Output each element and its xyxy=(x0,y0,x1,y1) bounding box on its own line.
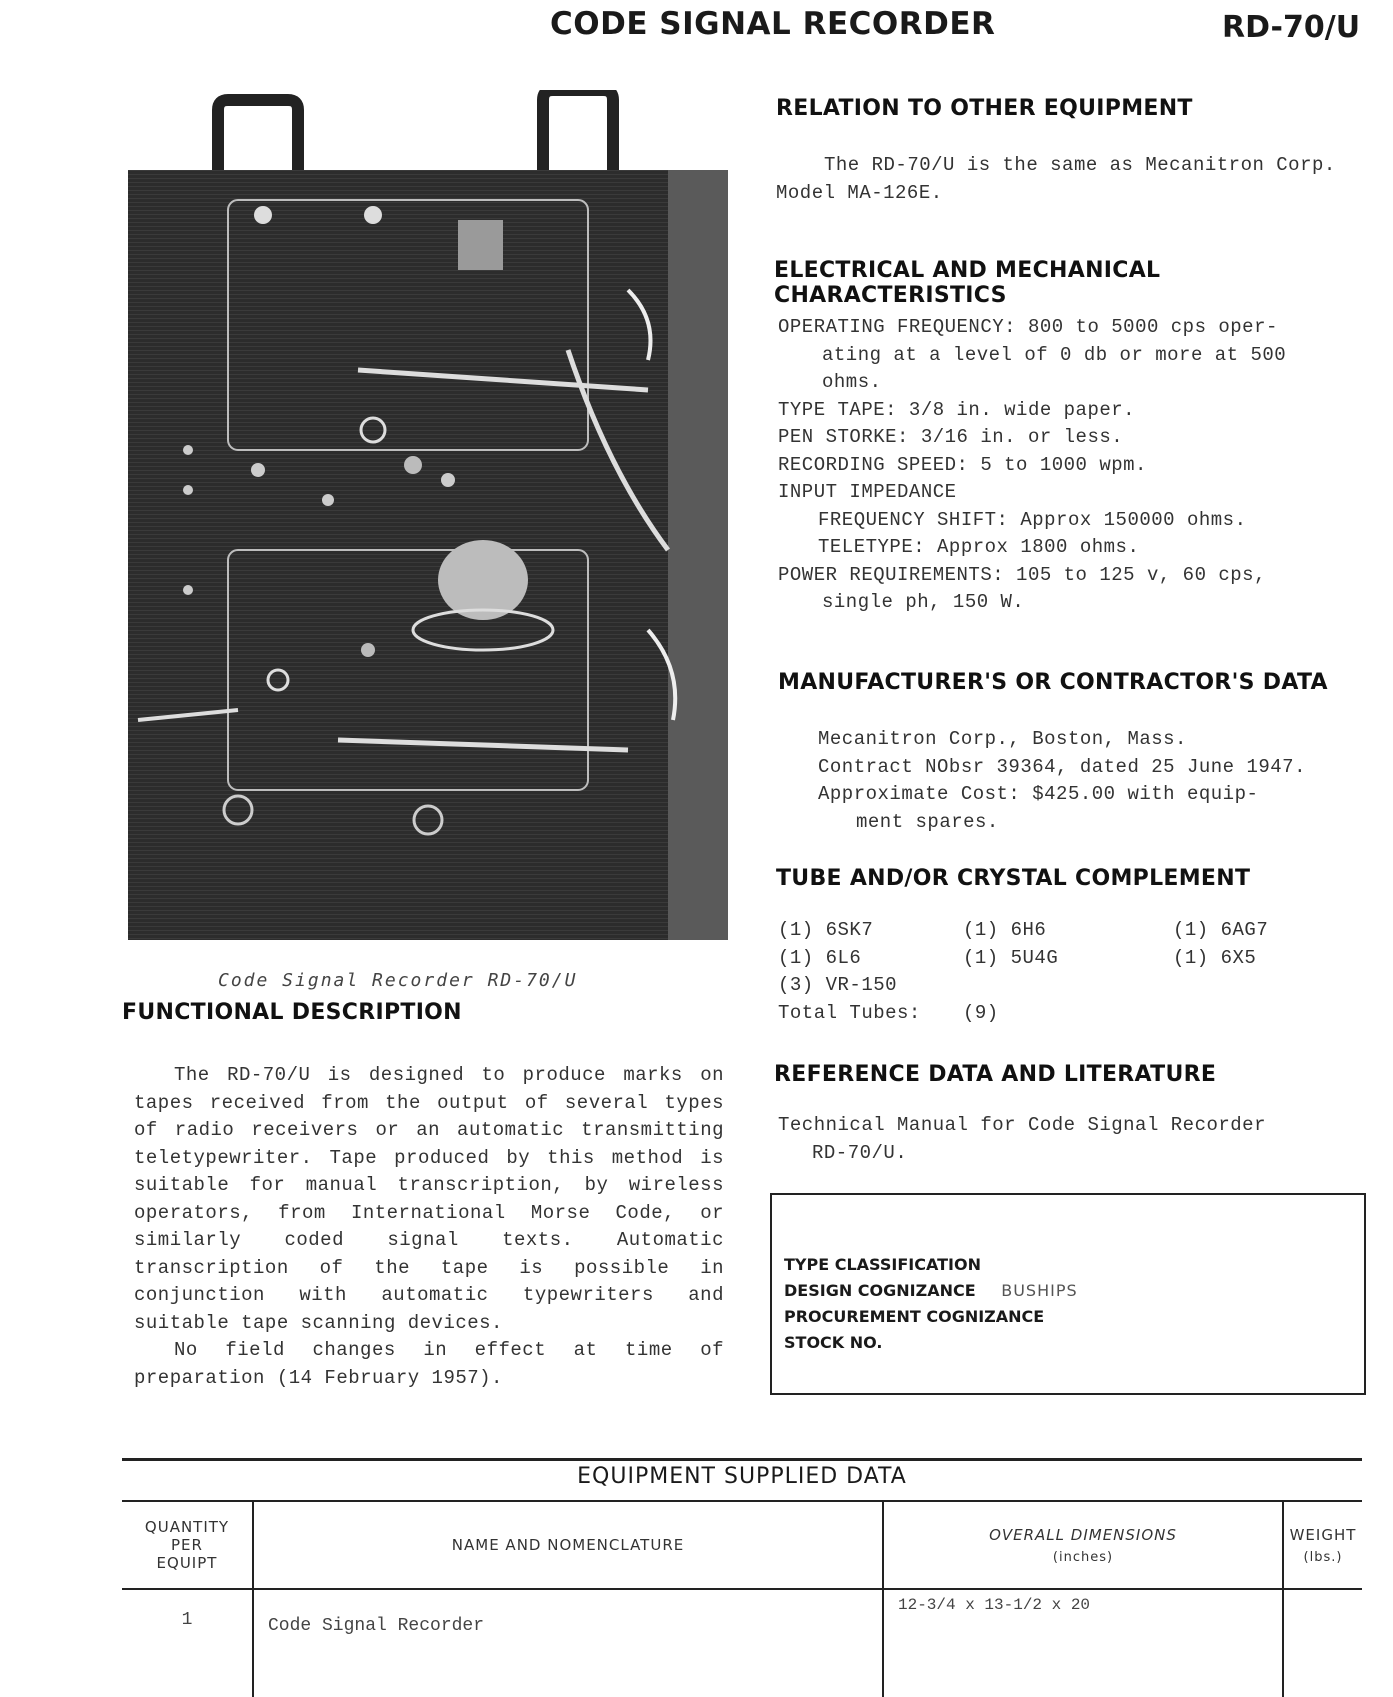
spec-recording-speed: RECORDING SPEED: 5 to 1000 wpm. xyxy=(778,453,1147,476)
relation-text xyxy=(776,152,1366,207)
equipment-photo xyxy=(128,90,728,940)
row-quantity: 1 xyxy=(122,1589,253,1697)
manufacturer-line: ment spares. xyxy=(856,810,999,833)
relation-paragraph: The RD-70/U is the same as Mecanitron Corp. Model MA-126E. xyxy=(776,154,1336,204)
equipment-header-row xyxy=(122,1501,1362,1589)
spec-pen-stroke: PEN STORKE: 3/16 in. or less. xyxy=(778,426,1124,448)
row-dimensions: 12-3/4 x 13-1/2 x 20 xyxy=(883,1589,1283,1697)
table-row xyxy=(122,1589,1362,1697)
spec-input-impedance: INPUT IMPEDANCE xyxy=(778,481,957,503)
type-classification-label: TYPE CLASSIFICATION xyxy=(784,1255,981,1274)
manufacturer-line: Approximate Cost: $425.00 with equip- xyxy=(818,783,1259,805)
spec-frequency-shift: FREQUENCY SHIFT: Approx 150000 ohms. xyxy=(818,508,1247,531)
spec-power xyxy=(778,562,1368,617)
tube-entry: (1) 6X5 xyxy=(1173,946,1257,969)
tube-row xyxy=(778,972,1368,1000)
classification-box xyxy=(770,1193,1366,1395)
design-cognizance-value: BUSHIPS xyxy=(1001,1281,1078,1300)
photo-caption: Code Signal Recorder RD-70/U xyxy=(218,970,578,991)
functional-paragraph: No field changes in effect at time of preparation (14 February 1957). xyxy=(134,1339,724,1389)
functional-description-heading: FUNCTIONAL DESCRIPTION xyxy=(122,1000,462,1025)
tube-entry: (1) 6SK7 xyxy=(778,919,874,941)
row-name: Code Signal Recorder xyxy=(253,1589,883,1697)
tube-total-row xyxy=(778,1000,1368,1028)
col-weight xyxy=(1283,1501,1362,1589)
design-cognizance-label: DESIGN COGNIZANCE xyxy=(784,1281,976,1300)
col-dimensions-unit: (inches) xyxy=(1052,1549,1114,1565)
reference-line: RD-70/U. xyxy=(812,1141,908,1164)
tube-entry xyxy=(963,972,1173,1000)
tube-total-label: Total Tubes: xyxy=(778,1001,921,1024)
col-quantity-line: QUANTITY xyxy=(144,1518,230,1536)
tube-complement-list xyxy=(778,917,1368,1027)
tube-entry xyxy=(1173,972,1333,1000)
equipment-heading: EQUIPMENT SUPPLIED DATA xyxy=(577,1464,907,1489)
tube-row xyxy=(778,917,1368,945)
spec-type-tape: TYPE TAPE: 3/8 in. wide paper. xyxy=(778,398,1136,421)
col-weight-title: WEIGHT xyxy=(1289,1525,1357,1544)
col-weight-unit: (lbs.) xyxy=(1303,1549,1343,1565)
characteristics-heading: ELECTRICAL AND MECHANICAL CHARACTERISTICS xyxy=(774,258,1161,308)
spec-continuation: ohms. xyxy=(822,371,882,393)
manufacturer-heading: MANUFACTURER'S OR CONTRACTOR'S DATA xyxy=(778,670,1328,695)
reference-heading: REFERENCE DATA AND LITERATURE xyxy=(774,1062,1217,1087)
col-dimensions xyxy=(883,1501,1283,1589)
col-name: NAME AND NOMENCLATURE xyxy=(253,1501,883,1589)
manufacturer-line: Contract NObsr 39364, dated 25 June 1947. xyxy=(818,755,1306,778)
tube-entry: (3) VR-150 xyxy=(778,974,898,996)
tube-entry: (1) 5U4G xyxy=(963,946,1059,969)
spec-power-line: single ph, 150 W. xyxy=(822,591,1025,613)
procurement-cognizance-label: PROCUREMENT COGNIZANCE xyxy=(784,1307,1045,1326)
reference-line: Technical Manual for Code Signal Recorder xyxy=(778,1114,1266,1136)
reference-text xyxy=(778,1112,1368,1167)
tube-entry: (1) 6AG7 xyxy=(1173,919,1269,941)
tube-entry: (1) 6H6 xyxy=(963,919,1047,941)
spec-value: 800 to 5000 cps oper- xyxy=(1027,316,1278,338)
spec-label: OPERATING FREQUENCY: xyxy=(778,316,1017,338)
model-number: RD-70/U xyxy=(1222,10,1361,45)
col-quantity xyxy=(122,1501,253,1589)
col-quantity-line: PER xyxy=(171,1536,203,1554)
tube-total-value: (9) xyxy=(963,1001,999,1024)
functional-description-text xyxy=(134,1062,724,1392)
stock-number-label: STOCK NO. xyxy=(784,1333,883,1352)
tube-complement-heading: TUBE AND/OR CRYSTAL COMPLEMENT xyxy=(776,866,1251,891)
row-weight xyxy=(1283,1589,1362,1697)
spec-power-line: POWER REQUIREMENTS: 105 to 125 v, 60 cps, xyxy=(778,563,1266,586)
spec-continuation: ating at a level of 0 db or more at 500 xyxy=(822,343,1287,366)
relation-heading: RELATION TO OTHER EQUIPMENT xyxy=(776,96,1193,121)
manufacturer-data xyxy=(818,726,1368,836)
design-cognizance-row xyxy=(784,1281,1078,1300)
tube-entry: (1) 6L6 xyxy=(778,946,862,969)
equipment-table xyxy=(122,1500,1362,1697)
tube-row xyxy=(778,945,1368,973)
characteristics-list xyxy=(778,314,1368,617)
equipment-top-rule xyxy=(122,1458,1362,1461)
col-dimensions-title: OVERALL DIMENSIONS xyxy=(989,1525,1177,1544)
manufacturer-line: Mecanitron Corp., Boston, Mass. xyxy=(818,728,1187,750)
page-title: CODE SIGNAL RECORDER xyxy=(550,6,996,42)
col-quantity-line: EQUIPT xyxy=(156,1554,218,1572)
spec-teletype: TELETYPE: Approx 1800 ohms. xyxy=(818,536,1140,558)
functional-paragraph: The RD-70/U is designed to produce marks on tapes received from the output of several types of radio receivers or an automatic transmitting teletypewriter. Tape produced by this method is suitable for manual transcription, by wireless operators, from International Morse Code, or similarly coded signal texts. Automatic transcription of the tape is possible in conjunction with automatic typewriters and suitable tape scanning devices. xyxy=(134,1064,724,1334)
spec-operating-frequency xyxy=(778,314,1368,397)
